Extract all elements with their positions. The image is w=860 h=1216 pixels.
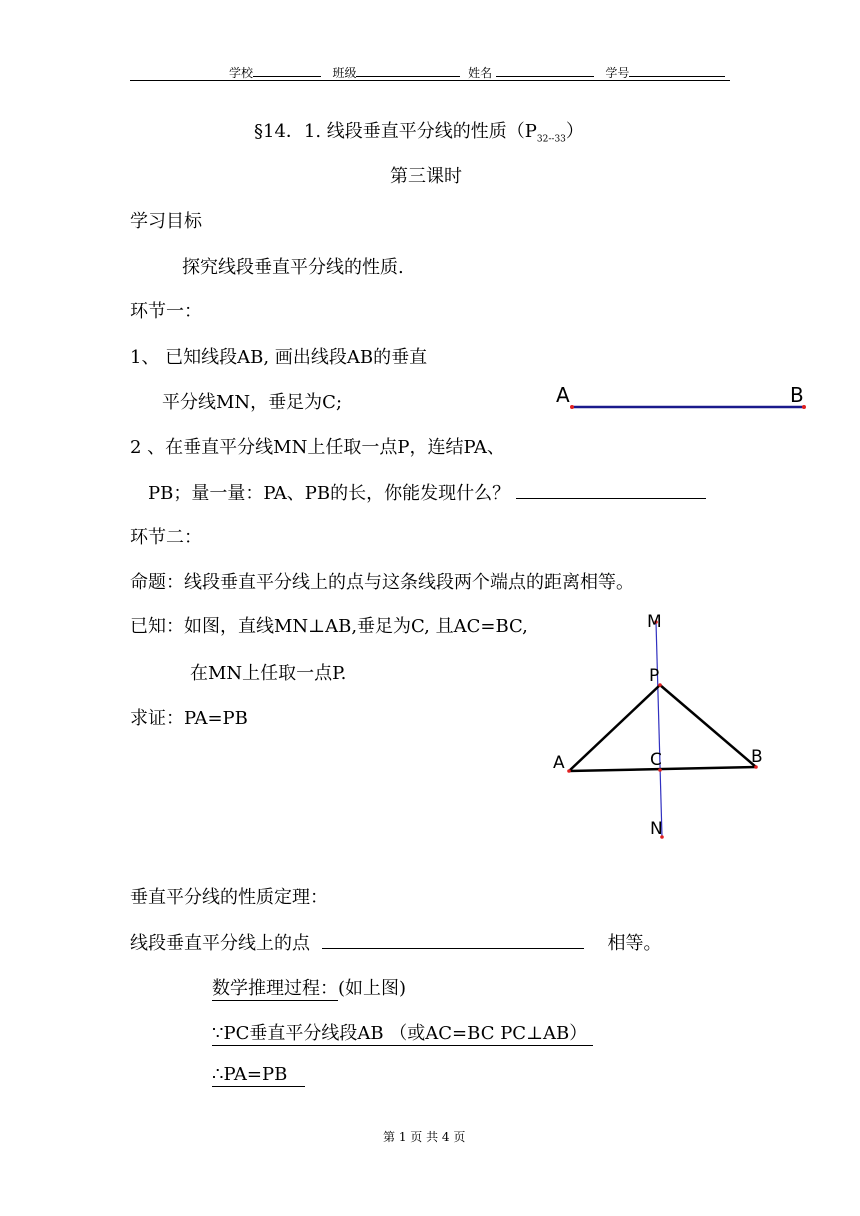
page-title: §14．1. 线段垂直平分线的性质$(P_{32--33})$ (254, 121, 584, 145)
given-line1: 已知：如图，直线MN⊥AB,垂足为C, 且AC=BC, (130, 616, 528, 637)
goal-text: 探究线段垂直平分线的性质. (182, 257, 404, 278)
header-fields (229, 62, 725, 81)
number-blank[interactable] (629, 62, 725, 77)
step1-q1-line2: 平分线MN，垂足为C; (162, 392, 343, 413)
goal-heading: 学习目标 (130, 211, 202, 232)
reason-therefore: ∴PA=PB (212, 1064, 305, 1085)
segment-pb (660, 685, 756, 767)
number-label: 学号 (605, 66, 630, 80)
line-mn (656, 622, 662, 837)
proposition: 命题：线段垂直平分线上的点与这条线段两个端点的距离相等。 (130, 572, 634, 593)
label-a: A (556, 383, 570, 407)
label-b: B (751, 747, 763, 767)
label-p: P (649, 666, 660, 686)
figure-triangle (540, 605, 800, 845)
class-blank[interactable] (356, 62, 460, 77)
figure-segment-ab (548, 378, 818, 418)
theorem-fill: 线段垂直平分线上的点 相等。 (130, 933, 662, 954)
school-blank[interactable] (253, 62, 321, 77)
segment-pa (569, 685, 660, 771)
theorem-blank[interactable] (322, 934, 584, 949)
label-b: B (790, 383, 804, 407)
theorem-heading: 垂直平分线的性质定理： (130, 887, 328, 908)
answer-blank-1[interactable] (516, 484, 706, 499)
point-a (570, 405, 574, 409)
page-footer: 第 1 页 共 4 页 (383, 1130, 466, 1144)
page-range: 32--33 (536, 134, 566, 145)
label-a: A (553, 753, 565, 773)
reason-because: ∵PC垂直平分线段AB （或AC=BC PC⊥AB） (212, 1019, 593, 1045)
label-m: M (647, 612, 662, 632)
lesson-title: 第三课时 (390, 166, 462, 187)
step1-q2-line1: 2 、在垂直平分线MN上任取一点P，连结PA、 (130, 437, 505, 458)
step1-q1-line1: 1、 已知线段AB, 画出线段AB的垂直 (130, 347, 428, 368)
name-label: 姓名 (468, 66, 493, 80)
given-line2: 在MN上任取一点P. (190, 663, 347, 684)
reasoning-heading: 数学推理过程：(如上图) (212, 978, 407, 999)
point-a (567, 769, 571, 773)
label-n: N (650, 819, 663, 839)
name-blank[interactable] (496, 62, 594, 77)
step1-heading: 环节一： (130, 301, 202, 322)
prove-statement: 求证：PA=PB (130, 708, 248, 729)
step1-q2-line2: PB；量一量：PA、PB的长，你能发现什么？ (148, 479, 706, 505)
label-c: C (650, 750, 662, 770)
school-label: 学校 (229, 66, 254, 80)
class-label: 班级 (332, 66, 357, 80)
header-rule (130, 80, 730, 81)
step2-heading: 环节二： (130, 527, 202, 548)
segment-ab (569, 767, 756, 771)
